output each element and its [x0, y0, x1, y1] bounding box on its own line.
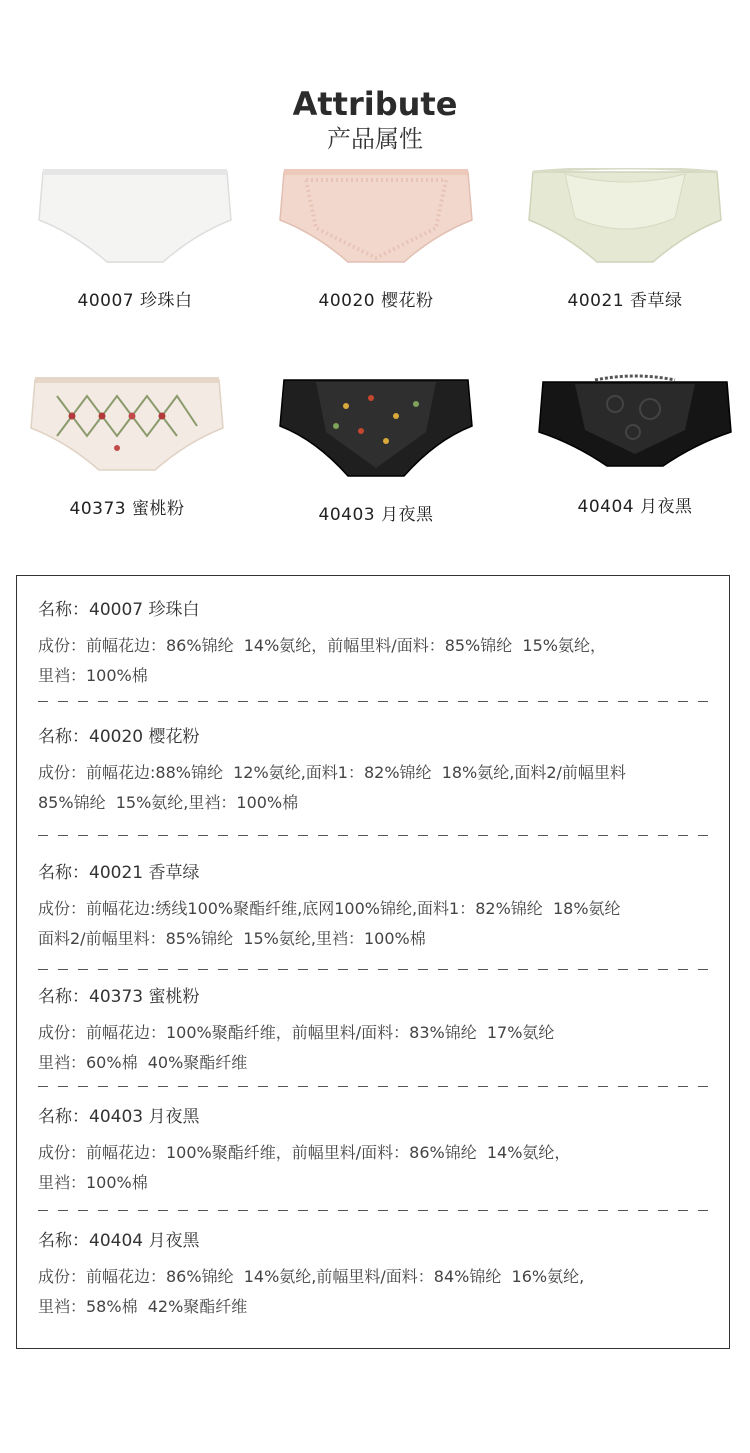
product-image	[525, 168, 725, 272]
product-image	[535, 374, 735, 478]
spec-composition: 成份：前幅花边：100%聚酯纤维，前幅里料/面料：83%锦纶 17%氨纶 里裆：60%棉 40%聚酯纤维	[38, 1023, 555, 1072]
spec-name: 名称：40404 月夜黑	[38, 1231, 200, 1251]
product-image	[276, 376, 476, 486]
spec-name: 名称：40403 月夜黑	[38, 1107, 200, 1127]
product-image	[276, 168, 476, 272]
spec-name: 名称：40007 珍珠白	[38, 600, 200, 620]
divider	[38, 1210, 718, 1211]
product-label: 40021 香草绿	[567, 291, 683, 311]
page-title: Attribute	[292, 85, 458, 123]
spec-name: 名称：40021 香草绿	[38, 863, 200, 883]
spec-entry	[38, 725, 728, 818]
product-label: 40007 珍珠白	[77, 291, 193, 311]
product-label: 40403 月夜黑	[318, 505, 434, 525]
spec-name: 名称：40373 蜜桃粉	[38, 987, 200, 1007]
spec-composition: 成份：前幅花边：100%聚酯纤维，前幅里料/面料：86%锦纶 14%氨纶， 里裆：100%棉	[38, 1143, 571, 1192]
divider	[38, 969, 718, 970]
divider	[38, 701, 718, 702]
product-card[interactable]	[510, 168, 740, 311]
product-card[interactable]	[261, 168, 491, 311]
spec-composition: 成份：前幅花边:绣线100%聚酯纤维,底网100%锦纶,面料1：82%锦纶 18%氨纶 面料2/前幅里料：85%锦纶 15%氨纶,里裆：100%棉	[38, 899, 621, 948]
spec-entry	[38, 1229, 728, 1322]
spec-composition: 成份：前幅花边：86%锦纶 14%氨纶，前幅里料/面料：85%锦纶 15%氨纶， 里裆：100%棉	[38, 636, 606, 685]
spec-entry	[38, 1105, 728, 1198]
product-card[interactable]	[12, 376, 242, 519]
spec-panel	[16, 575, 730, 1349]
spec-composition: 成份：前幅花边:88%锦纶 12%氨纶,面料1：82%锦纶 18%氨纶,面料2/前幅里料 85%锦纶 15%氨纶,里裆：100%棉	[38, 763, 626, 812]
spec-entry	[38, 598, 728, 691]
spec-name: 名称：40020 樱花粉	[38, 727, 200, 747]
product-image	[35, 168, 235, 272]
spec-composition: 成份：前幅花边：86%锦纶 14%氨纶,前幅里料/面料：84%锦纶 16%氨纶, 里裆：58%棉 42%聚酯纤维	[38, 1267, 585, 1316]
spec-entry	[38, 985, 728, 1078]
divider	[38, 1086, 718, 1087]
spec-entry	[38, 861, 728, 954]
page-subtitle: 产品属性	[327, 125, 423, 153]
product-card[interactable]	[20, 168, 250, 311]
product-label: 40373 蜜桃粉	[69, 499, 185, 519]
product-label: 40404 月夜黑	[577, 497, 693, 517]
page-header	[0, 84, 750, 154]
product-image	[27, 376, 227, 480]
divider	[38, 835, 718, 836]
product-card[interactable]	[520, 374, 750, 517]
product-label: 40020 樱花粉	[318, 291, 434, 311]
product-card[interactable]	[261, 376, 491, 525]
